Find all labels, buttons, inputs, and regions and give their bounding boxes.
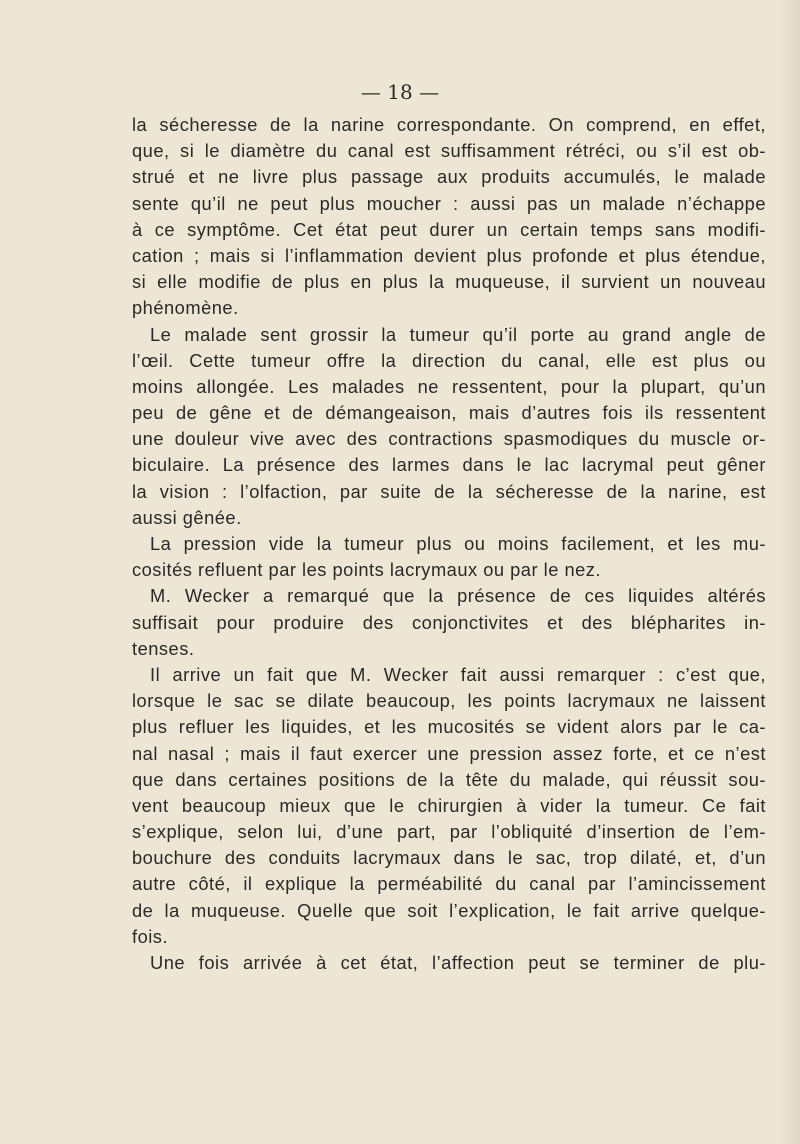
text-line: autre côté, il explique la perméabilité du canal par l’amincissement — [132, 873, 766, 895]
text-line: suffisait pour produire des conjonctivites et des blépharites in- — [132, 611, 766, 633]
text-line: La pression vide la tumeur plus ou moins facilement, et les mu- — [150, 533, 766, 554]
text-line: que dans certaines positions de la tête du malade, qui réussit sou- — [132, 768, 766, 790]
text-line: si elle modifie de plus en plus la muqueuse, il survient un nouveau — [132, 271, 766, 293]
text-line: une douleur vive avec des contractions spasmodiques du muscle or- — [132, 428, 766, 450]
text-line: bouchure des conduits lacrymaux dans le sac, trop dilaté, et, d’un — [132, 847, 766, 869]
text-line: la sécheresse de la narine correspondante. On comprend, en effet, — [132, 114, 766, 135]
text-line: tenses. — [132, 637, 195, 659]
text-line: biculaire. La présence des larmes dans le lac lacrymal peut gêner — [132, 454, 766, 476]
text-line: de la muqueuse. Quelle que soit l’explication, le fait arrive quelque- — [132, 899, 766, 921]
text-line: cation ; mais si l’inflammation devient plus profonde et plus étendue, — [132, 244, 766, 266]
body-text — [132, 112, 766, 976]
paragraph — [132, 950, 766, 976]
text-line: cosités refluent par les points lacrymaux ou par le nez. — [132, 559, 601, 581]
text-line: à ce symptôme. Cet état peut durer un certain temps sans modifi- — [132, 218, 766, 240]
text-line: Il arrive un fait que M. Wecker fait aussi remarquer : c’est que, — [150, 663, 766, 685]
text-line: s’explique, selon lui, d’une part, par l’obliquité d’insertion de l’em- — [132, 821, 766, 843]
text-line: fois. — [132, 925, 169, 947]
paragraph — [132, 112, 766, 322]
paragraph — [132, 531, 766, 583]
paragraph — [132, 583, 766, 662]
text-line: l’œil. Cette tumeur offre la direction du canal, elle est plus ou — [132, 349, 766, 371]
text-line: peu de gêne et de démangeaison, mais d’autres fois ils ressentent — [132, 402, 766, 424]
text-line: sente qu’il ne peut plus moucher : aussi pas un malade n’échappe — [132, 192, 766, 214]
text-line: moins allongée. Les malades ne ressentent, pour la plupart, qu’un — [132, 375, 766, 397]
page-edge-shadow — [780, 0, 800, 1144]
paragraph — [132, 322, 766, 532]
text-line: que, si le diamètre du canal est suffisamment rétréci, ou s’il est ob- — [132, 140, 766, 162]
page-number: — 18 — — [360, 80, 440, 104]
text-line: Le malade sent grossir la tumeur qu’il porte au grand angle de — [150, 323, 766, 345]
text-line: strué et ne livre plus passage aux produits accumulés, le malade — [132, 166, 766, 188]
text-line: Une fois arrivée à cet état, l’affection peut se terminer de plu- — [150, 952, 766, 973]
text-line: plus refluer les liquides, et les mucosités se vident alors par le ca- — [132, 716, 766, 738]
text-line: M. Wecker a remarqué que la présence de ces liquides altérés — [150, 585, 766, 607]
text-line: aussi gênée. — [132, 506, 242, 528]
text-line: phénomène. — [132, 297, 239, 319]
text-line: nal nasal ; mais il faut exercer une pression assez forte, et ce n’est — [132, 742, 766, 764]
paragraph — [132, 662, 766, 950]
text-line: vent beaucoup mieux que le chirurgien à vider la tumeur. Ce fait — [132, 794, 766, 816]
text-line: lorsque le sac se dilate beaucoup, les points lacrymaux ne laissent — [132, 690, 766, 712]
text-line: la vision : l’olfaction, par suite de la sécheresse de la narine, est — [132, 480, 766, 502]
